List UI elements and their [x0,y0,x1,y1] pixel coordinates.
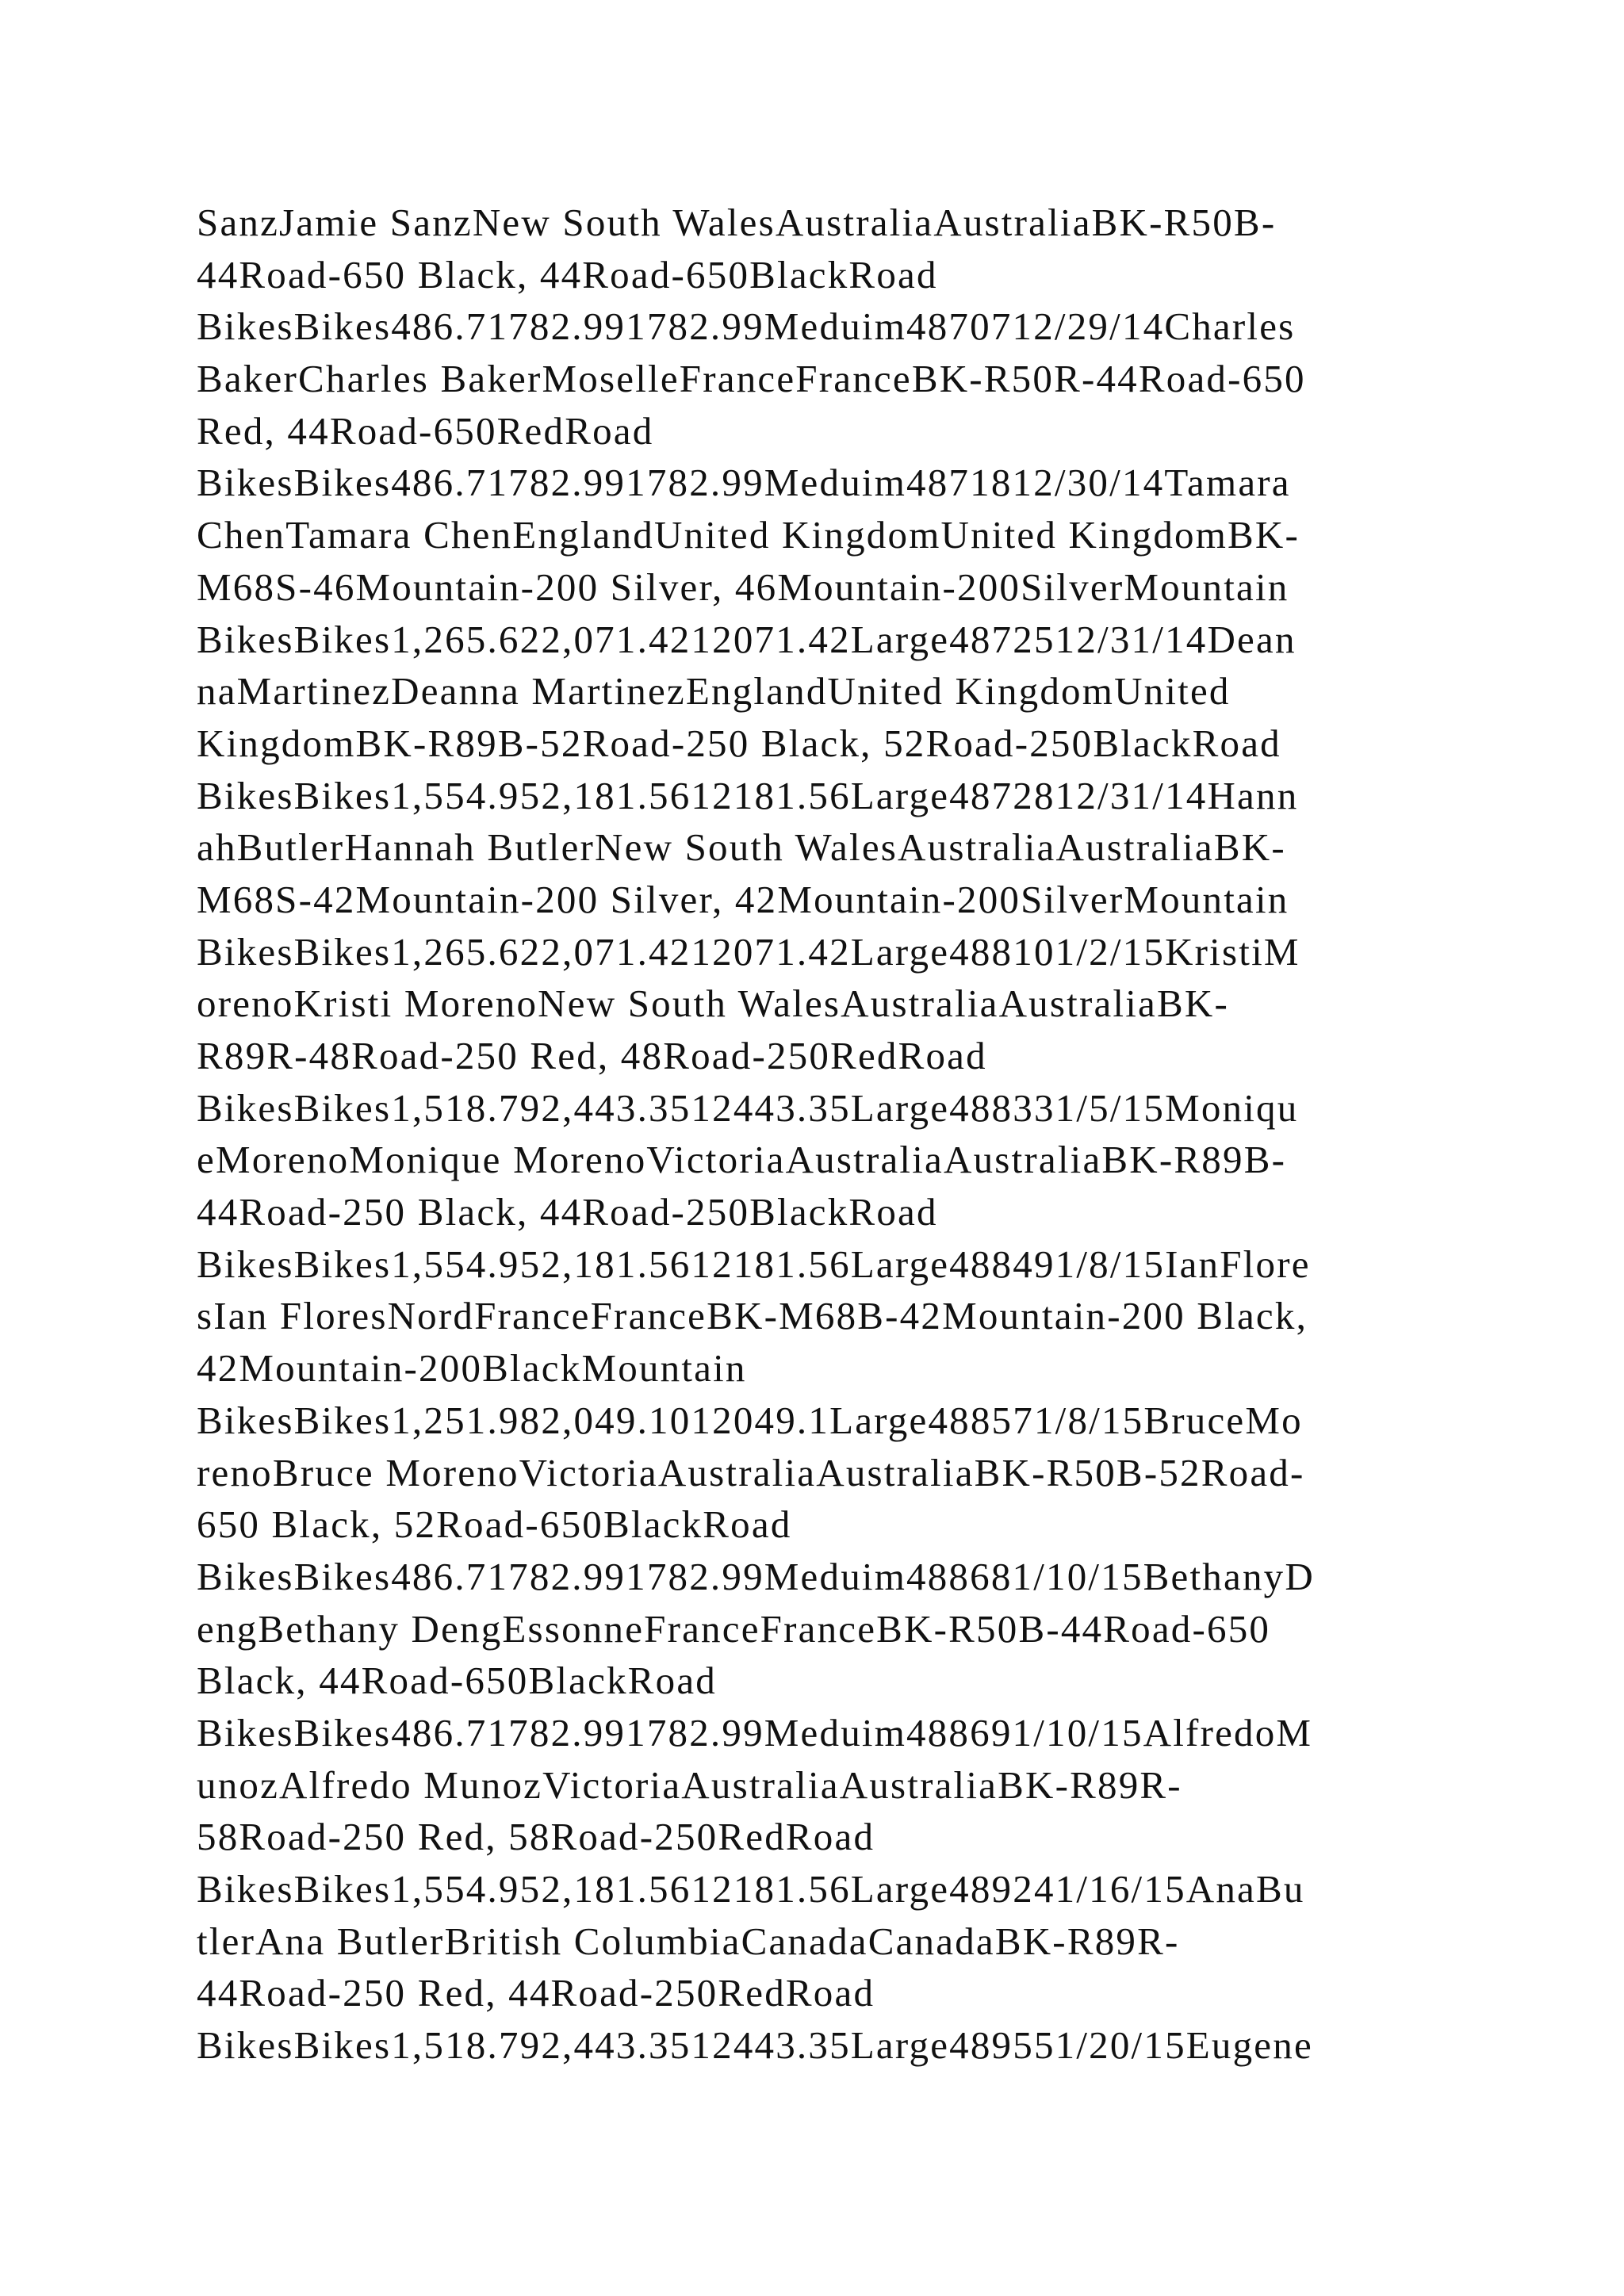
text-line-11: KingdomBK-R89B-52Road-250 Black, 52Road-250BlackRoad [197,721,1281,765]
text-line-14: M68S-42Mountain-200 Silver, 42Mountain-200SilverMountain [197,877,1289,921]
text-line-21: BikesBikes1,554.952,181.5612181.56Large488491/8/15IanFlore [197,1242,1311,1286]
text-line-30: BikesBikes486.71782.991782.99Meduim488691/10/15AlfredoM [197,1710,1313,1755]
text-line-12: BikesBikes1,554.952,181.5612181.56Large4872812/31/14Hann [197,773,1299,817]
text-line-16: orenoKristi MorenoNew South WalesAustraliaAustraliaBK- [197,982,1229,1026]
text-line-18: BikesBikes1,518.792,443.3512443.35Large488331/5/15Moniqu [197,1085,1299,1130]
text-line-15: BikesBikes1,265.622,071.4212071.42Large488101/2/15KristiM [197,929,1300,974]
text-line-1: SanzJamie SanzNew South WalesAustraliaAustraliaBK-R50B- [197,201,1277,244]
text-line-27: BikesBikes486.71782.991782.99Meduim488681/10/15BethanyD [197,1554,1315,1598]
text-line-10: naMartinezDeanna MartinezEnglandUnited KingdomUnited [197,669,1231,714]
text-line-19: eMorenoMonique MorenoVictoriaAustraliaAustraliaBK-R89B- [197,1138,1287,1182]
text-line-24: BikesBikes1,251.982,049.1012049.1Large488571/8/15BruceMo [197,1398,1303,1442]
text-line-4: BakerCharles BakerMoselleFranceFranceBK-R50R-44Road-650 [197,357,1306,401]
body-text [197,197,1450,2072]
text-line-28: engBethany DengEssonneFranceFranceBK-R50B-44Road-650 [197,1606,1271,1651]
text-line-17: R89R-48Road-250 Red, 48Road-250RedRoad [197,1034,987,1077]
text-line-3: BikesBikes486.71782.991782.99Meduim4870712/29/14Charles [197,304,1296,349]
text-line-20: 44Road-250 Black, 44Road-250BlackRoad [197,1190,938,1234]
text-line-31: unozAlfredo MunozVictoriaAustraliaAustraliaBK-R89R- [197,1762,1182,1807]
text-line-23: 42Mountain-200BlackMountain [197,1346,747,1391]
text-line-36: BikesBikes1,518.792,443.3512443.35Large489551/20/15Eugene [197,2023,1313,2068]
text-line-33: BikesBikes1,554.952,181.5612181.56Large489241/16/15AnaBu [197,1867,1305,1911]
text-line-26: 650 Black, 52Road-650BlackRoad [197,1502,792,1547]
text-line-2: 44Road-650 Black, 44Road-650BlackRoad [197,252,938,297]
text-line-29: Black, 44Road-650BlackRoad [197,1659,717,1703]
text-line-8: M68S-46Mountain-200 Silver, 46Mountain-200SilverMountain [197,564,1289,609]
text-line-5: Red, 44Road-650RedRoad [197,408,654,453]
text-line-34: tlerAna ButlerBritish ColumbiaCanadaCanadaBK-R89R- [197,1919,1180,1963]
text-line-32: 58Road-250 Red, 58Road-250RedRoad [197,1815,875,1859]
text-line-13: ahButlerHannah ButlerNew South WalesAustraliaAustraliaBK- [197,825,1286,870]
text-line-25: renoBruce MorenoVictoriaAustraliaAustraliaBK-R50B-52Road- [197,1450,1305,1494]
text-line-22: sIan FloresNordFranceFranceBK-M68B-42Mountain-200 Black, [197,1294,1308,1338]
text-line-9: BikesBikes1,265.622,071.4212071.42Large4872512/31/14Dean [197,617,1297,661]
text-line-6: BikesBikes486.71782.991782.99Meduim4871812/30/14Tamara [197,461,1291,505]
text-line-7: ChenTamara ChenEnglandUnited KingdomUnited KingdomBK- [197,513,1300,557]
text-line-35: 44Road-250 Red, 44Road-250RedRoad [197,1971,875,2015]
